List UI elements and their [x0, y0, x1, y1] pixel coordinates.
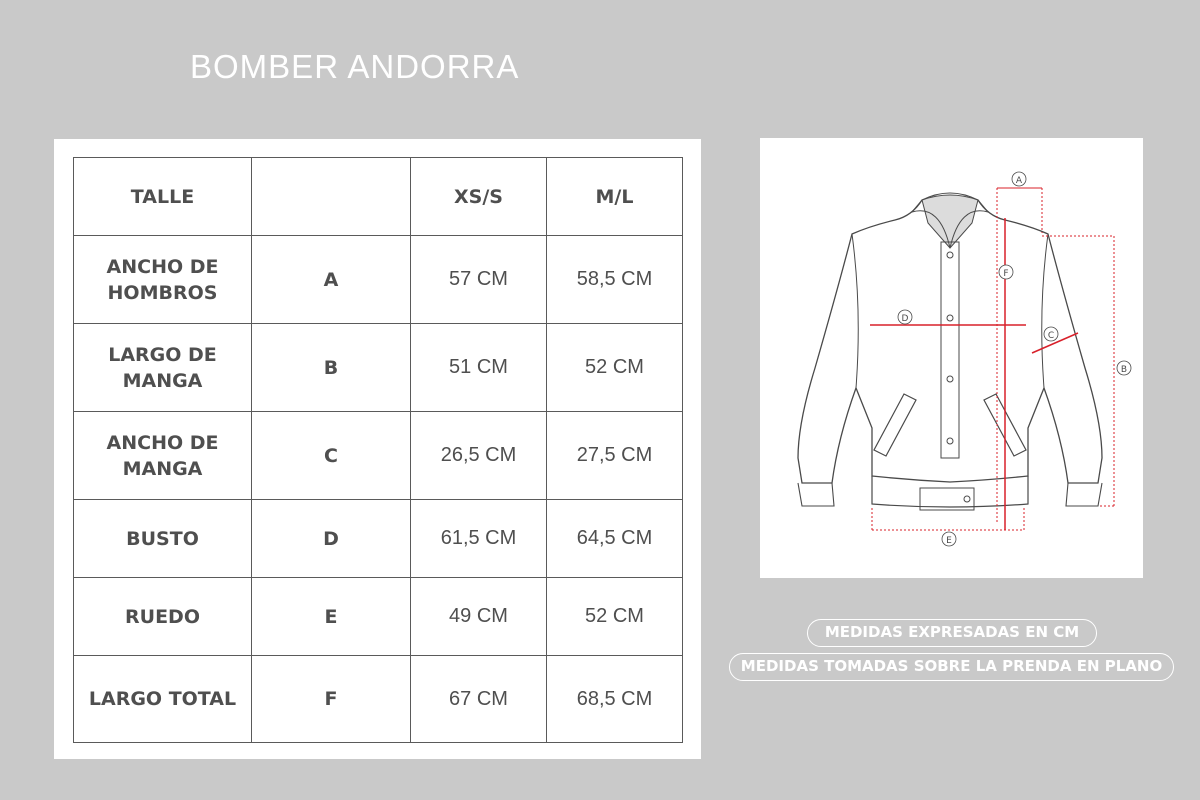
row-m-l-value: 27,5 CM: [547, 412, 683, 500]
label-a-marker: [1012, 172, 1026, 186]
units-note-badge: MEDIDAS EXPRESADAS EN CM: [807, 619, 1097, 647]
row-code: E: [252, 578, 411, 656]
header-code: [252, 158, 411, 236]
jacket-diagram: [760, 138, 1143, 578]
row-label: ANCHO DE MANGA: [74, 412, 252, 500]
label-f-marker: [999, 265, 1013, 279]
snap-button: [947, 252, 953, 258]
measure-line-e: [872, 508, 1024, 530]
pocket-left: [874, 394, 916, 456]
header-talle: TALLE: [74, 158, 252, 236]
row-label: LARGO TOTAL: [74, 656, 252, 743]
collar-inner: [922, 195, 978, 248]
row-code: A: [252, 236, 411, 324]
measure-line-a: [997, 188, 1042, 523]
armhole-seam-right: [1042, 234, 1048, 388]
row-xs-s-value: 26,5 CM: [411, 412, 547, 500]
table-row: [74, 412, 683, 500]
jacket-diagram-panel: [760, 138, 1143, 578]
row-m-l-value: 68,5 CM: [547, 656, 683, 743]
row-code: D: [252, 500, 411, 578]
row-m-l-value: 52 CM: [547, 324, 683, 412]
header-xs-s: XS/S: [411, 158, 547, 236]
row-xs-s-value: 61,5 CM: [411, 500, 547, 578]
label-a-text: A: [1015, 176, 1023, 186]
placket: [941, 242, 959, 458]
header-m-l: M/L: [547, 158, 683, 236]
table-row: [74, 324, 683, 412]
row-xs-s-value: 67 CM: [411, 656, 547, 743]
label-d-marker: [898, 310, 912, 324]
row-m-l-value: 58,5 CM: [547, 236, 683, 324]
page-title: BOMBER ANDORRA: [190, 48, 520, 85]
row-label: LARGO DE MANGA: [74, 324, 252, 412]
flat-measure-note-badge: MEDIDAS TOMADAS SOBRE LA PRENDA EN PLANO: [729, 653, 1174, 681]
armhole-seam-left: [852, 234, 858, 388]
label-b-marker: [1117, 361, 1131, 375]
table-header-row: [74, 158, 683, 236]
row-code: C: [252, 412, 411, 500]
label-f-text: F: [1003, 269, 1009, 279]
table-row: [74, 500, 683, 578]
cuff-right: [1066, 483, 1102, 506]
snap-button: [947, 438, 953, 444]
label-c-marker: [1044, 327, 1058, 341]
table-row: [74, 236, 683, 324]
row-code: F: [252, 656, 411, 743]
snap-button: [947, 376, 953, 382]
label-c-text: C: [1047, 331, 1055, 341]
size-table: [73, 157, 683, 743]
table-row: [74, 656, 683, 743]
row-label: RUEDO: [74, 578, 252, 656]
row-label: BUSTO: [74, 500, 252, 578]
label-e-marker: [942, 532, 956, 546]
row-xs-s-value: 51 CM: [411, 324, 547, 412]
row-code: B: [252, 324, 411, 412]
measure-line-b: [1042, 236, 1114, 506]
cuff-left: [798, 483, 834, 506]
row-xs-s-value: 49 CM: [411, 578, 547, 656]
snap-button: [964, 496, 970, 502]
label-b-text: B: [1120, 365, 1128, 375]
table-row: [74, 578, 683, 656]
label-e-text: E: [946, 536, 952, 546]
row-label: ANCHO DE HOMBROS: [74, 236, 252, 324]
size-table-panel: [54, 139, 701, 759]
snap-button: [947, 315, 953, 321]
row-m-l-value: 52 CM: [547, 578, 683, 656]
row-xs-s-value: 57 CM: [411, 236, 547, 324]
label-d-text: D: [901, 314, 909, 324]
row-m-l-value: 64,5 CM: [547, 500, 683, 578]
